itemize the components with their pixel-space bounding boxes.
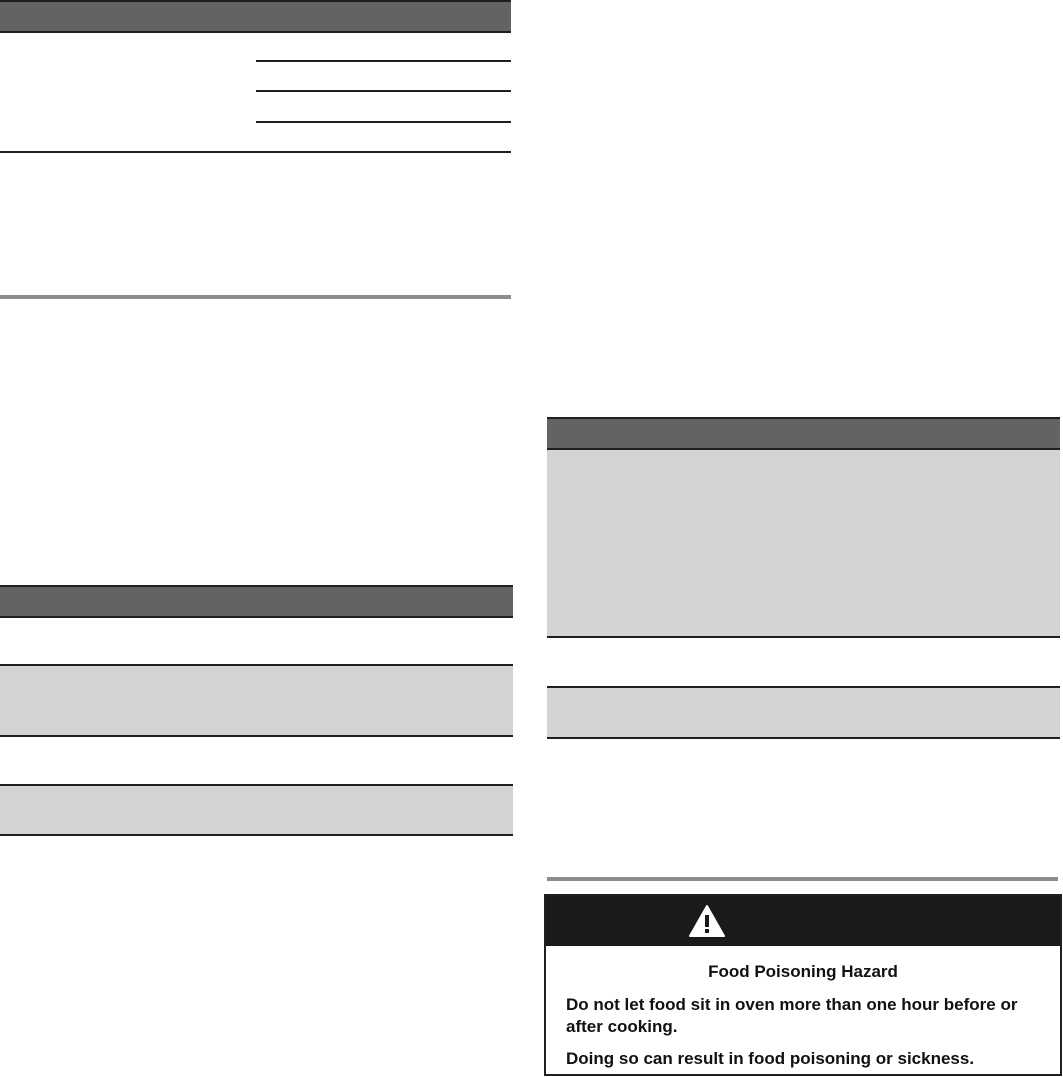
warning-band [546,896,1060,946]
warning-line-2: Doing so can result in food poisoning or sickness. [566,1049,975,1068]
warning-line-1: Do not let food sit in oven more than one hour before or after cooking. [566,995,1018,1036]
left-table-1-subrule-2 [256,90,511,92]
left-table-1-header [0,0,511,33]
right-table-header [547,417,1060,450]
left-table-2-bottom-rule [0,834,513,836]
right-table-shaded-row-1 [547,450,1060,636]
right-table-rule-1 [547,636,1060,638]
left-table-2-header [0,585,513,618]
right-table-shaded-row-2 [547,688,1060,737]
left-table-2-rule-2 [0,735,513,737]
warning-title: Food Poisoning Hazard [708,962,898,981]
warning-body [546,946,1060,1070]
left-table-2-shaded-row-2 [0,786,513,834]
warning-triangle-icon [689,905,725,937]
left-table-1-bottom-rule [0,151,511,153]
left-section-divider [0,295,511,299]
right-table-bottom-rule [547,737,1060,739]
left-table-1-subrule-1 [256,60,511,62]
left-table-1-subrule-3 [256,121,511,123]
left-table-2-shaded-row-1 [0,666,513,735]
warning-box [544,894,1062,1076]
right-section-divider [547,877,1058,881]
